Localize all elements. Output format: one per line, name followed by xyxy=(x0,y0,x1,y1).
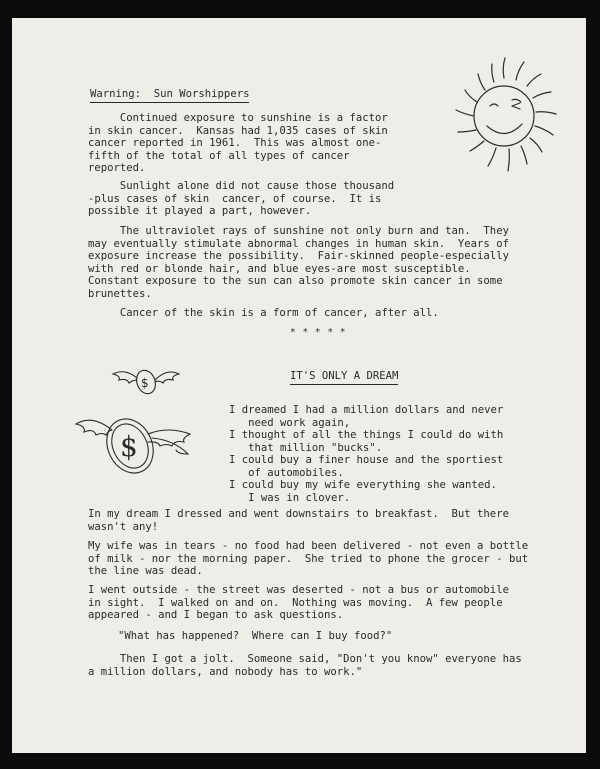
flying-dollar-coins-icon xyxy=(74,360,214,485)
dream-paragraph-2: My wife was in tears - no food had been delivered - not even a bottle of milk - nor the morning paper. She tried to phone the grocer - but the line was dead. xyxy=(88,540,529,577)
dream-poem: I dreamed I had a million dollars and never need work again, I thought of all the things I could do with that million "bucks". I could buy a finer house and the sportiest of automobiles. I could buy my wife everything she wanted. I was in clover. xyxy=(229,404,504,504)
svg-text:$: $ xyxy=(120,430,138,463)
dream-quote: "What has happened? Where can I buy food?" xyxy=(118,630,393,642)
svg-text:$: $ xyxy=(141,376,149,390)
document-page xyxy=(12,18,586,753)
dream-title: IT'S ONLY A DREAM xyxy=(290,370,398,385)
smiling-sun-icon xyxy=(432,48,572,198)
sun-paragraph-1: Continued exposure to sunshine is a factor in skin cancer. Kansas had 1,035 cases of skin cancer reported in 1961. This was almost one- fifth of the total of all types of cancer reported. xyxy=(88,112,388,174)
sun-warning-title: Warning: Sun Worshippers xyxy=(90,88,249,103)
section-separator: * * * * * xyxy=(290,327,346,338)
dream-paragraph-3: I went outside - the street was deserted - not a bus or automobile in sight. I walked on and on. Nothing was moving. A few people appeared - and I began to ask questions. xyxy=(88,584,509,621)
dream-paragraph-1: In my dream I dressed and went downstairs to breakfast. But there wasn't any! xyxy=(88,508,509,533)
sun-paragraph-4: Cancer of the skin is a form of cancer, after all. xyxy=(88,307,439,319)
dream-paragraph-4: Then I got a jolt. Someone said, "Don't you know" everyone has a million dollars, and nobody has to work." xyxy=(88,653,522,678)
sun-paragraph-3: The ultraviolet rays of sunshine not only burn and tan. They may eventually stimulate abnormal changes in human skin. Years of exposure increase the possibility. Fair-skinned people-especially with red or blonde hair, and blue eyes-are most susceptible. Constant exposure to the sun can also promote skin cancer in some brunettes. xyxy=(88,225,509,300)
sun-paragraph-2: Sunlight alone did not cause those thousand -plus cases of skin cancer, of course. It is possible it played a part, however. xyxy=(88,180,395,217)
